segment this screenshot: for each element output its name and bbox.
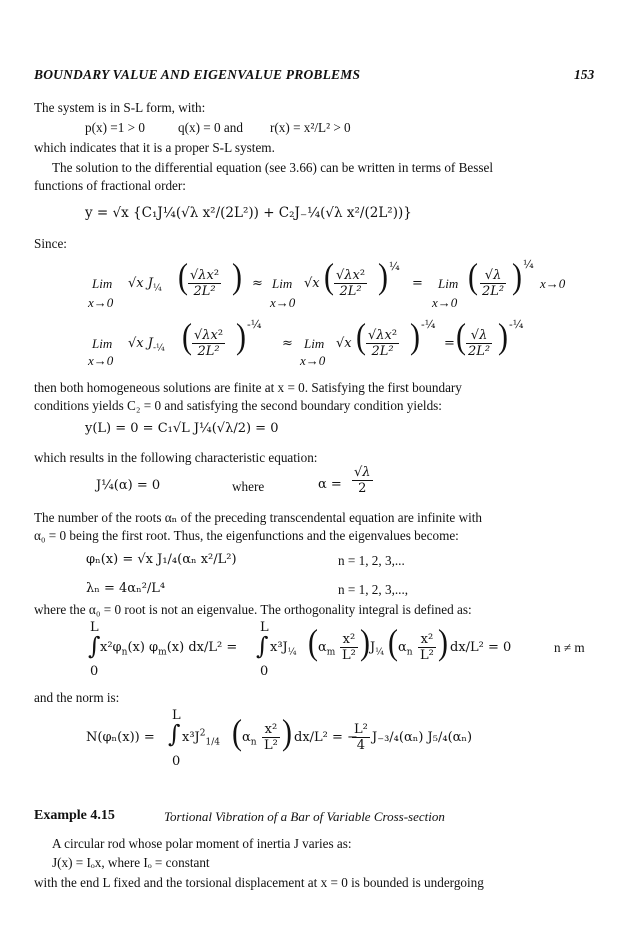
- text-line: and the norm is:: [34, 690, 120, 705]
- equation-eigenvalue: λₙ = 4αₙ²/L⁴: [86, 581, 166, 596]
- where-label: where: [232, 479, 265, 494]
- lim-label: Lim: [92, 276, 113, 291]
- text-line: The system is in S-L form, with:: [34, 100, 206, 115]
- equals-sign: =: [412, 276, 423, 291]
- text-line: The number of the roots αₙ of the preceding transcendental equation are infinite with: [34, 510, 483, 525]
- text-line: with the end L fixed and the torsional displacement at x = 0 is bounded is undergoing: [34, 875, 484, 890]
- equation-boundary-condition: y(L) = 0 = C₁√L J¼(√λ/2) = 0: [85, 421, 279, 436]
- example-label: Example 4.15: [34, 808, 115, 823]
- approx-sign: ≈: [252, 276, 263, 291]
- text-line: conditions yields C₂ = 0 and satisfying the second boundary condition yields:: [34, 398, 442, 413]
- p-definition: p(x) =1 > 0: [85, 120, 145, 135]
- n-not-equal-m: n ≠ m: [554, 640, 585, 655]
- text-line: where the α₀ = 0 root is not an eigenvalue. The orthogonality integral is defined as:: [34, 602, 472, 617]
- n-range-1: n = 1, 2, 3,...: [338, 553, 405, 568]
- equation-general-solution: y = √x {C₁J¼(√λ x²/(2L²)) + C₂J₋¼(√λ x²/(2L²))}: [85, 205, 412, 221]
- running-header: BOUNDARY VALUE AND EIGENVALUE PROBLEMS: [34, 67, 361, 82]
- r-definition: r(x) = x²/L² > 0: [270, 120, 351, 135]
- norm-rhs: J₋₃/₄(αₙ) J₅/₄(αₙ): [372, 730, 473, 745]
- text-line: The solution to the differential equation (see 3.66) can be written in terms of Bessel: [52, 160, 494, 175]
- norm-lhs: N(φₙ(x)) =: [86, 730, 155, 745]
- equation-characteristic: J¼(α) = 0: [96, 478, 161, 493]
- equation-norm: N(φₙ(x)) = L ∫ 0 $x^3J^2_{1/4}$ ( $\alpha_n$ $\frac{\text{x²}}{\text{L²}}$ ) dx/L² = − $\frac{\text{L²}}{4}$ J₋₃/₄(αₙ) J₅/₄(αₙ): [86, 708, 473, 769]
- equation-limit-2: Lim x→0 √x $J_{-\frac{1}{4}}$ ( $\frac{\text{√λx²}}{\text{2L²}}$ ) -¼ ≈ Lim x→0 √x ( $\frac{\text{√λx²}}{\text{2L²}}$ ) -¼ = ( $\frac{√\lambda}{\text{2L²}}$ ) -¼: [88, 316, 524, 368]
- example-title: Tortional Vibration of a Bar of Variable Cross-section: [164, 809, 445, 824]
- lim-subscript: x→0: [88, 295, 114, 310]
- limit-tail: x→0: [540, 276, 566, 291]
- text-line: α₀ = 0 being the first root. Thus, the eigenfunctions and the eigenvalues become:: [34, 528, 459, 543]
- text-line: Since:: [34, 236, 67, 251]
- text-line: then both homogeneous solutions are finite at x = 0. Satisfying the first boundary: [34, 380, 462, 395]
- text-line: which results in the following characteristic equation:: [34, 450, 318, 465]
- text-line: which indicates that it is a proper S-L system.: [34, 140, 275, 155]
- page-number: 153: [574, 67, 595, 82]
- orth-tail: dx/L² = 0: [450, 640, 512, 655]
- equation-limit-1: Lim x→0 √x $J_{\frac{1}{4}}$ ( $\frac{\text{√λx²}}{\text{2L²}}$ ) ≈ Lim x→0 √x ( $\frac{\text{√λx²}}{\text{2L²}}$ ) ¼ = Lim x→0 ( $\frac{√\lambda}{\text{2L²}}$ ) ¼ x→0: [88, 256, 566, 310]
- text-line: A circular rod whose polar moment of inertia J varies as:: [52, 836, 352, 851]
- alpha-definition-lhs: α =: [318, 477, 342, 492]
- equation-eigenfunction: φₙ(x) = √x J₁/₄(αₙ x²/L²): [86, 552, 237, 567]
- q-definition: q(x) = 0 and: [178, 120, 243, 135]
- n-range-2: n = 1, 2, 3,...,: [338, 582, 409, 597]
- equation-orthogonality: L ∫ 0 $x^2\varphi_n(x)$ $\varphi_m(x) dx/L^2$ = L ∫ 0 $x^3J_{\frac{1}{4}}$ ( $\alpha_m$ $\frac{\text{x²}}{\text{L²}}$ ) $J_{\frac{1}{4}}$ ( $\alpha_n$ $\frac{\text{x²}}{\text{L²}}$ ) dx/L² = 0 n ≠ m: [88, 620, 585, 679]
- text-line: J(x) = Iₒx, where Iₒ = constant: [52, 855, 210, 870]
- alpha-definition-fraction: $\frac{√\lambda}{2}$: [354, 465, 371, 496]
- text-line: functions of fractional order:: [34, 178, 186, 193]
